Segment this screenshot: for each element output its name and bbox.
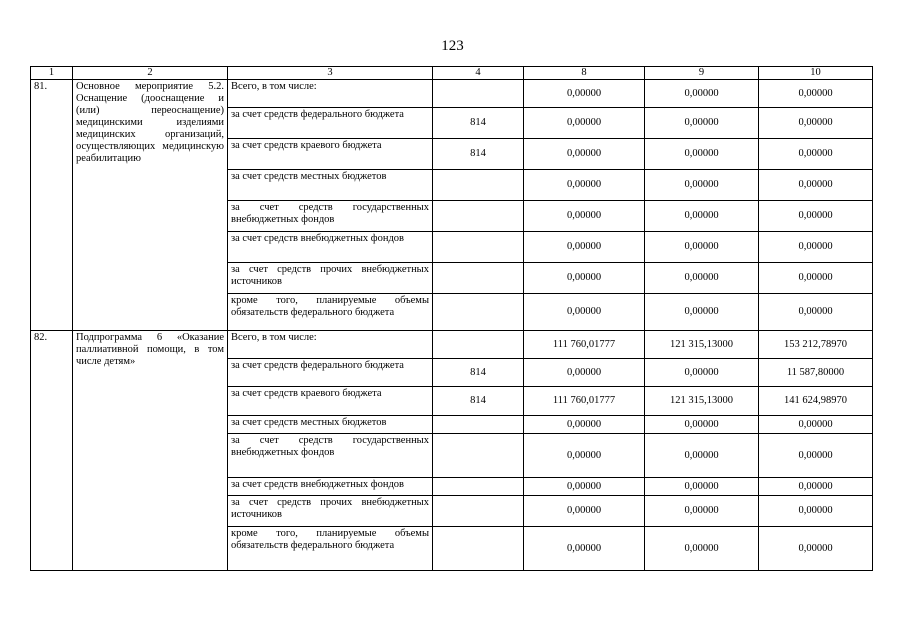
funding-source: за счет средств государственных внебюджетных фондов <box>228 434 433 478</box>
column-header: 10 <box>759 67 873 80</box>
budget-code <box>433 527 524 571</box>
value-col-9: 0,00000 <box>645 294 759 331</box>
budget-code <box>433 232 524 263</box>
measure-name: Подпрограмма 6 «Оказание паллиативной помощи, в том числе детям» <box>73 331 228 571</box>
value-col-9: 0,00000 <box>645 496 759 527</box>
column-header: 8 <box>524 67 645 80</box>
value-col-10: 0,00000 <box>759 232 873 263</box>
table-row <box>31 80 873 108</box>
value-col-8: 0,00000 <box>524 416 645 434</box>
value-col-10: 0,00000 <box>759 170 873 201</box>
value-col-8: 0,00000 <box>524 478 645 496</box>
value-col-8: 0,00000 <box>524 527 645 571</box>
value-col-8: 0,00000 <box>524 434 645 478</box>
value-col-8: 0,00000 <box>524 170 645 201</box>
budget-code <box>433 294 524 331</box>
value-col-8: 0,00000 <box>524 263 645 294</box>
column-header: 1 <box>31 67 73 80</box>
value-col-8: 0,00000 <box>524 108 645 139</box>
value-col-8: 0,00000 <box>524 232 645 263</box>
funding-source: Всего, в том числе: <box>228 331 433 359</box>
value-col-8: 0,00000 <box>524 294 645 331</box>
measure-name: Основное мероприятие 5.2. Оснащение (дооснащение и (или) переоснащение) медицинскими изделиями медицинских организаций, осуществляющих медицинскую реабилитацию <box>73 80 228 331</box>
value-col-10: 0,00000 <box>759 496 873 527</box>
value-col-10: 153 212,78970 <box>759 331 873 359</box>
funding-source: за счет средств краевого бюджета <box>228 387 433 416</box>
budget-code: 814 <box>433 108 524 139</box>
value-col-9: 0,00000 <box>645 170 759 201</box>
budget-code <box>433 478 524 496</box>
value-col-8: 111 760,01777 <box>524 387 645 416</box>
value-col-9: 0,00000 <box>645 263 759 294</box>
value-col-10: 0,00000 <box>759 139 873 170</box>
budget-code <box>433 201 524 232</box>
value-col-9: 0,00000 <box>645 527 759 571</box>
value-col-8: 0,00000 <box>524 201 645 232</box>
budget-code <box>433 434 524 478</box>
value-col-9: 121 315,13000 <box>645 331 759 359</box>
funding-source: Всего, в том числе: <box>228 80 433 108</box>
value-col-9: 0,00000 <box>645 478 759 496</box>
value-col-8: 0,00000 <box>524 139 645 170</box>
budget-code <box>433 496 524 527</box>
funding-source: кроме того, планируемые объемы обязательств федерального бюджета <box>228 294 433 331</box>
value-col-8: 0,00000 <box>524 80 645 108</box>
value-col-9: 0,00000 <box>645 80 759 108</box>
value-col-9: 0,00000 <box>645 139 759 170</box>
budget-code <box>433 263 524 294</box>
funding-source: за счет средств местных бюджетов <box>228 170 433 201</box>
value-col-10: 0,00000 <box>759 416 873 434</box>
funding-source: за счет средств прочих внебюджетных источников <box>228 263 433 294</box>
value-col-10: 0,00000 <box>759 263 873 294</box>
budget-table <box>30 66 873 571</box>
value-col-9: 0,00000 <box>645 232 759 263</box>
page-number: 123 <box>441 38 464 54</box>
value-col-9: 121 315,13000 <box>645 387 759 416</box>
value-col-9: 0,00000 <box>645 434 759 478</box>
funding-source: за счет средств федерального бюджета <box>228 359 433 387</box>
value-col-10: 0,00000 <box>759 108 873 139</box>
column-header: 2 <box>73 67 228 80</box>
value-col-10: 0,00000 <box>759 478 873 496</box>
funding-source: кроме того, планируемые объемы обязательств федерального бюджета <box>228 527 433 571</box>
funding-source: за счет средств внебюджетных фондов <box>228 232 433 263</box>
budget-code <box>433 331 524 359</box>
column-header: 9 <box>645 67 759 80</box>
funding-source: за счет средств местных бюджетов <box>228 416 433 434</box>
budget-code <box>433 170 524 201</box>
value-col-10: 0,00000 <box>759 80 873 108</box>
funding-source: за счет средств внебюджетных фондов <box>228 478 433 496</box>
budget-code <box>433 80 524 108</box>
row-number: 82. <box>31 331 73 571</box>
column-header: 4 <box>433 67 524 80</box>
value-col-10: 0,00000 <box>759 201 873 232</box>
value-col-8: 0,00000 <box>524 496 645 527</box>
value-col-8: 111 760,01777 <box>524 331 645 359</box>
value-col-9: 0,00000 <box>645 108 759 139</box>
value-col-8: 0,00000 <box>524 359 645 387</box>
header-row <box>31 67 873 80</box>
value-col-10: 141 624,98970 <box>759 387 873 416</box>
value-col-9: 0,00000 <box>645 416 759 434</box>
value-col-9: 0,00000 <box>645 201 759 232</box>
value-col-10: 0,00000 <box>759 294 873 331</box>
budget-code: 814 <box>433 387 524 416</box>
value-col-9: 0,00000 <box>645 359 759 387</box>
funding-source: за счет средств краевого бюджета <box>228 139 433 170</box>
budget-code: 814 <box>433 359 524 387</box>
funding-source: за счет средств государственных внебюджетных фондов <box>228 201 433 232</box>
column-header: 3 <box>228 67 433 80</box>
value-col-10: 0,00000 <box>759 434 873 478</box>
table-row <box>31 331 873 359</box>
row-number: 81. <box>31 80 73 331</box>
budget-code: 814 <box>433 139 524 170</box>
value-col-10: 11 587,80000 <box>759 359 873 387</box>
funding-source: за счет средств прочих внебюджетных источников <box>228 496 433 527</box>
value-col-10: 0,00000 <box>759 527 873 571</box>
budget-code <box>433 416 524 434</box>
funding-source: за счет средств федерального бюджета <box>228 108 433 139</box>
